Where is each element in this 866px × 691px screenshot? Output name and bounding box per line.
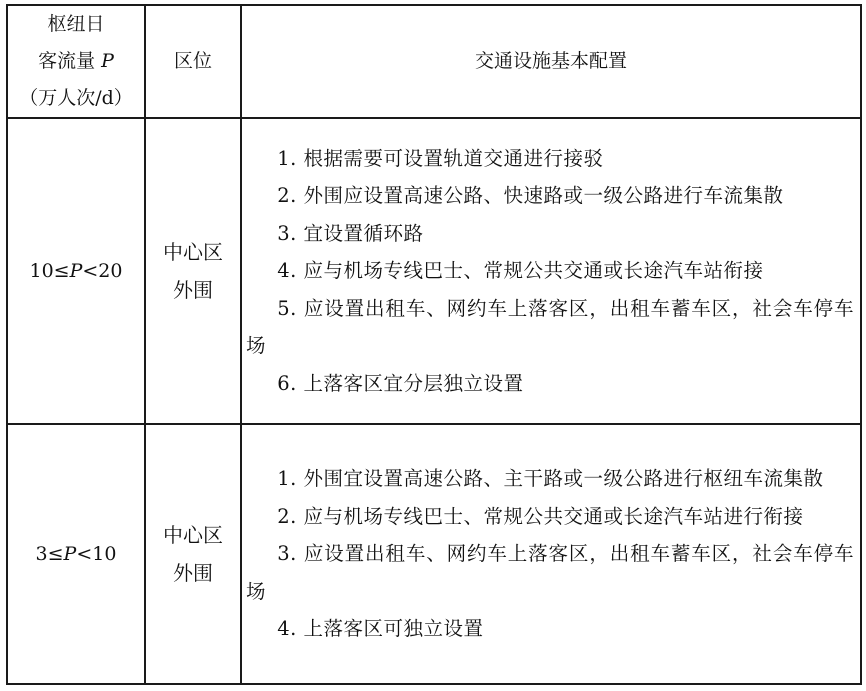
zone-line1: 中心区 [163, 240, 223, 264]
header-zone: 区位 [145, 5, 241, 118]
flow-range-pre: 3≤ [35, 543, 64, 565]
header-flow-line3: （万人次/d） [19, 87, 133, 109]
config-cell [241, 118, 861, 424]
zone-line2: 外围 [173, 561, 213, 585]
header-passenger-flow [7, 5, 145, 118]
flow-range-pre: 10≤ [29, 260, 70, 282]
header-flow-text: 客流量 [38, 50, 102, 72]
flow-range-cell [7, 424, 145, 684]
config-item: 1. 根据需要可设置轨道交通进行接驳 [277, 146, 604, 170]
zone-line1: 中心区 [163, 523, 223, 547]
header-config: 交通设施基本配置 [241, 5, 861, 118]
config-item: 5. 应设置出租车、网约车上落客区，出租车蓄车区，社会车停车场 [246, 296, 854, 358]
zone-line2: 外围 [173, 278, 213, 302]
config-item: 1. 外围宜设置高速公路、主干路或一级公路进行枢纽车流集散 [277, 467, 824, 491]
config-item: 2. 应与机场专线巴士、常规公共交通或长途汽车站进行衔接 [277, 504, 804, 528]
flow-range-cell [7, 118, 145, 424]
config-item: 3. 应设置出租车、网约车上落客区，出租车蓄车区，社会车停车场 [246, 542, 854, 603]
flow-range-post: <20 [82, 260, 123, 282]
config-item: 4. 应与机场专线巴士、常规公共交通或长途汽车站衔接 [277, 259, 764, 283]
header-flow-line1: 枢纽日 [47, 13, 105, 35]
header-flow-var: P [101, 50, 114, 72]
config-item: 4. 上落客区可独立设置 [277, 617, 484, 641]
config-item: 3. 宜设置循环路 [277, 221, 424, 245]
transport-config-table [6, 4, 862, 685]
zone-cell [145, 118, 241, 424]
table-row [7, 118, 861, 424]
config-cell [241, 424, 861, 684]
flow-range-var: P [63, 543, 77, 565]
config-item: 6. 上落客区宜分层独立设置 [277, 371, 524, 395]
table-row [7, 424, 861, 684]
zone-cell [145, 424, 241, 684]
flow-range-post: <10 [76, 543, 117, 565]
header-row [7, 5, 861, 118]
header-flow-line2 [8, 43, 144, 80]
config-item: 2. 外围应设置高速公路、快速路或一级公路进行车流集散 [277, 184, 784, 208]
flow-range-var: P [69, 260, 83, 282]
